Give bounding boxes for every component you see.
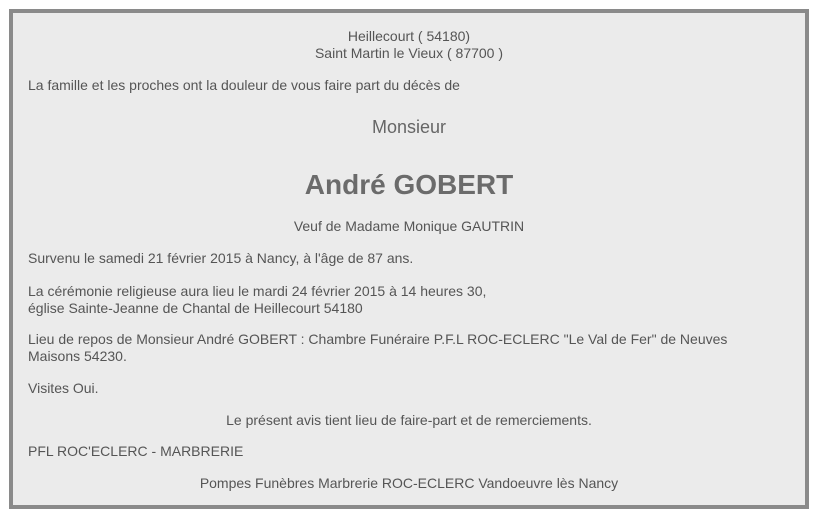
company-name: PFL ROC'ECLERC - MARBRERIE bbox=[28, 443, 244, 459]
intro-text: La famille et les proches ont la douleur de vous faire part du décès de bbox=[28, 77, 460, 93]
rest-place-line-1: Lieu de repos de Monsieur André GOBERT : Chambre Funéraire P.F.L ROC-ECLERC "Le Val de Fer" de Neuves bbox=[28, 331, 728, 347]
footer-text: Pompes Funèbres Marbrerie ROC-ECLERC Vandoeuvre lès Nancy bbox=[199, 475, 619, 491]
widower-of-text: Veuf de Madame Monique GAUTRIN bbox=[293, 218, 525, 234]
thanks-text: Le présent avis tient lieu de faire-part et de remerciements. bbox=[226, 412, 592, 428]
death-info-text: Survenu le samedi 21 février 2015 à Nancy, à l'âge de 87 ans. bbox=[28, 250, 414, 266]
ceremony-line-2: église Sainte-Jeanne de Chantal de Heillecourt 54180 bbox=[28, 300, 363, 316]
ceremony-line-1: La cérémonie religieuse aura lieu le mardi 24 février 2015 à 14 heures 30, bbox=[28, 283, 487, 299]
rest-place-line-2: Maisons 54230. bbox=[28, 348, 127, 364]
obituary-notice bbox=[9, 9, 809, 509]
visits-text: Visites Oui. bbox=[28, 380, 99, 396]
location-heillecourt: Heillecourt ( 54180) bbox=[347, 28, 471, 44]
location-saint-martin: Saint Martin le Vieux ( 87700 ) bbox=[314, 45, 504, 61]
civility-title: Monsieur bbox=[371, 117, 447, 137]
deceased-name: André GOBERT bbox=[304, 169, 514, 200]
